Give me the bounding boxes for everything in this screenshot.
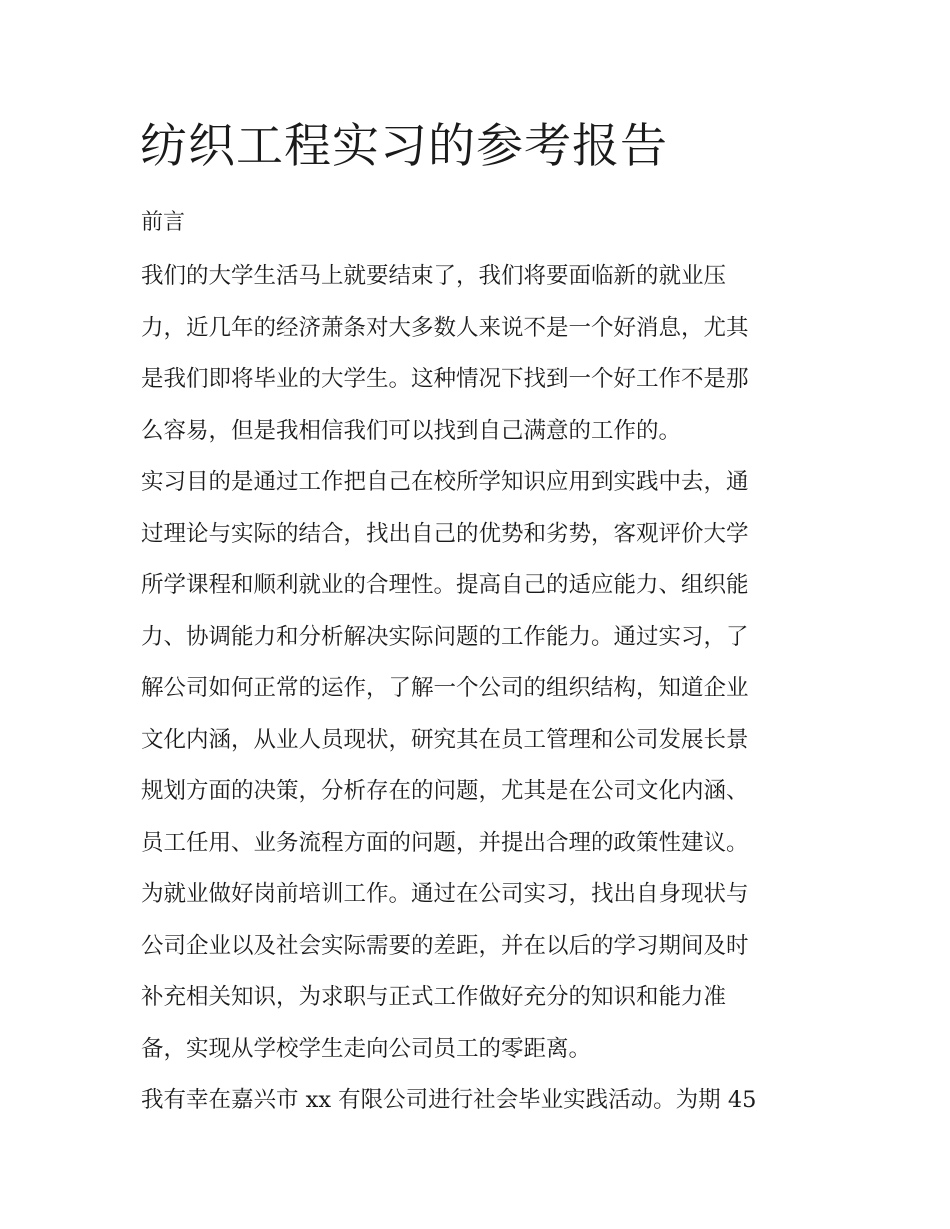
text-line: 我们的大学生活马上就要结束了，我们将要面临新的就业压 [141, 263, 727, 289]
text-line: 解公司如何正常的运作，了解一个公司的组织结构，知道企业 [141, 675, 749, 701]
text-line: 实习目的是通过工作把自己在校所学知识应用到实践中去，通 [141, 469, 749, 495]
document-title: 纺织工程实习的参考报告 [140, 119, 668, 174]
text-line: 补充相关知识，为求职与正式工作做好充分的知识和能力准 [141, 984, 727, 1010]
text-line: 我有幸在嘉兴市 xx 有限公司进行社会毕业实践活动。为期 45 [141, 1087, 757, 1113]
text-line: 所学课程和顺利就业的合理性。提高自己的适应能力、组织能 [141, 572, 749, 598]
text-line: 文化内涵，从业人员现状，研究其在员工管理和公司发展长景 [141, 726, 749, 753]
text-line: 规划方面的决策，分析存在的问题，尤其是在公司文化内涵、 [141, 778, 749, 804]
text-line: 力、协调能力和分析解决实际问题的工作能力。通过实习，了 [141, 623, 749, 650]
text-line: 力，近几年的经济萧条对大多数人来说不是一个好消息，尤其 [141, 314, 749, 341]
text-line: 为就业做好岗前培训工作。通过在公司实习，找出自身现状与 [141, 881, 749, 907]
text-line: 备，实现从学校学生走向公司员工的零距离。 [141, 1035, 592, 1062]
text-line: 过理论与实际的结合，找出自己的优势和劣势，客观评价大学 [141, 520, 749, 547]
document-body [141, 251, 821, 1127]
text-line: 公司企业以及社会实际需要的差距，并在以后的学习期间及时 [141, 932, 749, 959]
text-line: 么容易，但是我相信我们可以找到自己满意的工作的。 [141, 417, 682, 444]
section-heading-preface: 前言 [141, 210, 186, 235]
text-line: 员工任用、业务流程方面的问题，并提出合理的政策性建议。 [141, 829, 749, 856]
text-line: 是我们即将毕业的大学生。这种情况下找到一个好工作不是那 [141, 366, 749, 392]
